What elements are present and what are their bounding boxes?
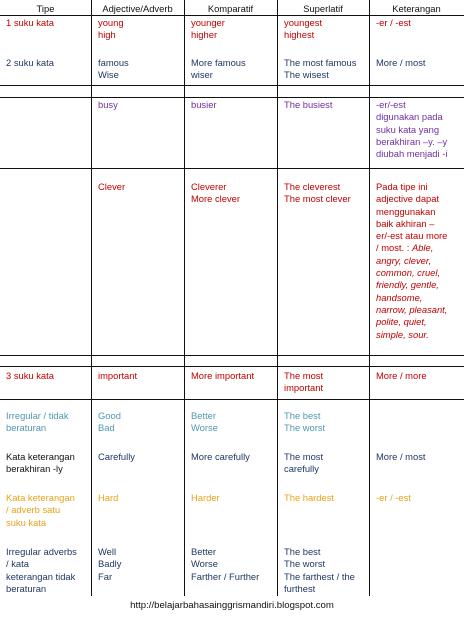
r9-komp: Better Worse Farther / Further — [191, 546, 260, 582]
r3-adj: busy — [98, 99, 118, 110]
r8-ket: -er / -est — [376, 492, 411, 503]
source-url: http://belajarbahasainggrismandiri.blogspot.com — [130, 600, 334, 611]
rule-2 — [0, 97, 464, 98]
r7-tipe: Kata keterangan berakhiran -ly — [6, 451, 75, 475]
r4-ket-examples: Able, angry, clever, common, cruel, friendly, gentle, handsome, narrow, pleasant, polite, quiet, simple, sour. — [376, 242, 448, 340]
r6-komp: Better Worse — [191, 410, 218, 434]
r5-sup: The most important — [284, 370, 324, 394]
header-keterangan: Keterangan — [392, 3, 441, 14]
r7-sup: The most carefully — [284, 451, 324, 475]
col-rule-2 — [184, 0, 185, 596]
r1-komp: younger higher — [191, 17, 225, 41]
r9-adj: Well Badly Far — [98, 546, 122, 582]
r1-ket: -er / -est — [376, 17, 411, 28]
rule-5 — [0, 366, 464, 367]
header-komparatif: Komparatif — [207, 3, 254, 14]
r7-adj: Carefully — [98, 451, 135, 462]
r8-tipe: Kata keterangan / adverb satu suku kata — [6, 492, 75, 528]
r1-adj: young high — [98, 17, 124, 41]
r3-ket: -er/-est digunakan pada suku kata yang berakhiran –y. –y diubah menjadi -i — [376, 99, 448, 160]
r9-sup: The best The worst The farthest / the furthest — [284, 546, 355, 594]
r2-adj: famous Wise — [98, 57, 129, 81]
r8-komp: Harder — [191, 492, 220, 503]
rule-1 — [0, 85, 464, 86]
r3-sup: The busiest — [284, 99, 333, 110]
r9-tipe: Irregular adverbs / kata keterangan tidak beraturan — [6, 546, 77, 594]
r6-sup: The best The worst — [284, 410, 326, 434]
r8-sup: The hardest — [284, 492, 335, 503]
r3-komp: busier — [191, 99, 217, 110]
r4-ket-main: Pada tipe ini adjective dapat menggunakan baik akhiran – er/-est atau more / most. : — [376, 181, 448, 254]
r4-sup: The cleverest The most clever — [284, 181, 351, 205]
r4-adj: Clever — [98, 181, 126, 192]
r6-tipe: Irregular / tidak beraturan — [6, 410, 69, 434]
r5-adj: important — [98, 370, 138, 381]
rule-3 — [0, 168, 464, 169]
rule-6 — [0, 399, 464, 400]
r1-tipe: 1 suku kata — [6, 17, 54, 28]
header-superlatif: Superlatif — [303, 3, 343, 14]
header-adjective: Adjective/Adverb — [102, 3, 173, 14]
r5-komp: More important — [191, 370, 255, 381]
r6-adj: Good Bad — [98, 410, 121, 434]
r5-ket: More / more — [376, 370, 427, 381]
r8-adj: Hard — [98, 492, 119, 503]
r4-ket — [376, 181, 462, 341]
r7-komp: More carefully — [191, 451, 250, 462]
r4-komp: Cleverer More clever — [191, 181, 240, 205]
col-rule-3 — [277, 0, 278, 596]
r1-sup: youngest highest — [284, 17, 323, 41]
r5-tipe: 3 suku kata — [6, 370, 54, 381]
col-rule-1 — [91, 0, 92, 596]
r2-ket: More / most — [376, 57, 426, 68]
header-tipe: Tipe — [36, 3, 55, 14]
r7-ket: More / most — [376, 451, 426, 462]
rule-4 — [0, 355, 464, 356]
r2-komp: More famous wiser — [191, 57, 246, 81]
r2-tipe: 2 suku kata — [6, 57, 54, 68]
col-rule-4 — [369, 0, 370, 596]
r2-sup: The most famous The wisest — [284, 57, 357, 81]
